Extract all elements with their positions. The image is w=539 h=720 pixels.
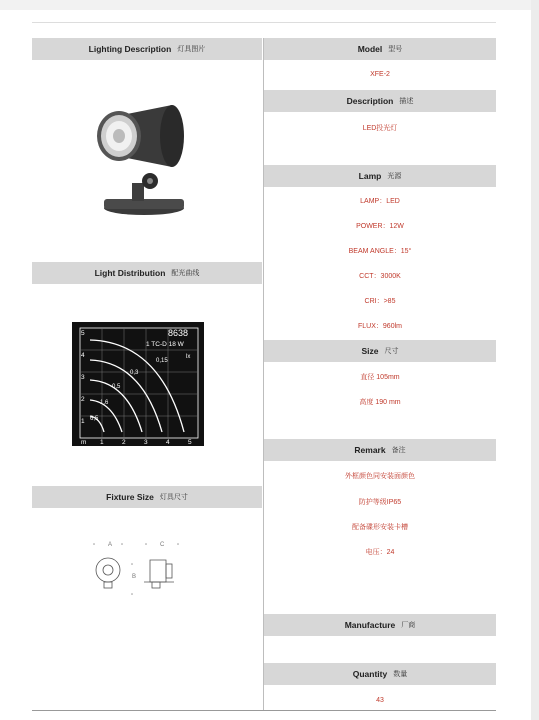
remark-label-cn: 备注 [391,447,406,454]
size-label-cn: 尺寸 [384,348,399,355]
manufacture-header [264,614,496,636]
lamp-header [264,165,496,187]
description-label-cn: 描述 [399,98,414,105]
model-header [264,38,496,60]
chart-code: 8638 [168,328,189,338]
model-label-cn: 型号 [388,46,403,53]
y-tick-label: 5 [81,330,85,337]
fixture-size-label: Fixture Size [106,492,154,502]
light-distribution-label: Light Distribution [94,268,166,278]
chart-lamp-text: 1 TC-D 18 W [146,341,184,348]
size-value: 高度 190 mm [359,399,401,406]
fixture-dimension-drawing [88,538,192,602]
manufacture-label: Manufacture [344,620,396,630]
page-edge-top [0,0,539,10]
fixture-size-header [32,486,262,508]
lighting-description-label: Lighting Description [88,44,172,54]
x-tick-label: 1 [100,439,104,446]
curve-label: 0,3 [130,370,139,376]
quantity-label-cn: 数量 [393,671,408,678]
x-tick-label: 5 [188,439,192,446]
y-tick-label: 1 [81,418,85,425]
lamp-spec: CCT：3000K [359,273,401,280]
x-tick-label: 4 [166,439,170,446]
curve-label: 0,15 [156,358,168,364]
remark-label: Remark [354,445,386,455]
x-tick-label: 2 [122,439,126,446]
page-edge-right [531,0,539,720]
quantity-value: 43 [376,697,384,704]
description-header [264,90,496,112]
y-tick-label: 4 [81,352,85,359]
quantity-label: Quantity [352,669,388,679]
lamp-spec: LAMP：LED [360,198,400,205]
dimension-label-b: B [132,574,137,580]
description-label: Description [346,96,394,106]
lighting-description-header [32,38,262,60]
remark-value: 电压：24 [365,549,395,556]
dimension-label-c: C [160,542,165,548]
dimension-label-a: A [108,542,113,548]
curve-label: 0,5 [112,384,121,390]
remark-header [264,439,496,461]
y-tick-label: 3 [81,374,85,381]
fixture-photo [92,95,197,220]
x-tick-label: 3 [144,439,148,446]
light-distribution-label-cn: 配光曲线 [171,270,200,277]
light-distribution-header [32,262,262,284]
description-value: LED投光灯 [362,125,398,132]
frame-top-rule [32,22,496,23]
lamp-label: Lamp [358,171,382,181]
size-label: Size [361,346,379,356]
manufacture-label-cn: 厂商 [401,622,416,629]
size-header [264,340,496,362]
remark-value: 配备碟形安装卡槽 [352,524,408,531]
lighting-description-label-cn: 灯具图片 [177,46,206,53]
light-distribution-chart [72,322,204,446]
curve-label: 6,5 [90,416,99,422]
lamp-spec: CRI：>85 [364,298,396,305]
fixture-size-label-cn: 灯具尺寸 [159,494,188,501]
lamp-label-cn: 光源 [387,173,402,180]
x-tick-label: m [81,439,87,446]
lamp-spec: POWER：12W [356,223,404,230]
model-label: Model [357,44,383,54]
chart-unit: lx [186,354,191,360]
lamp-spec: BEAM ANGLE：15° [348,248,412,255]
quantity-header [264,663,496,685]
size-value: 直径 105mm [360,374,400,381]
bottom-rule [32,710,496,711]
model-value: XFE-2 [370,71,390,78]
lamp-spec: FLUX：960lm [358,323,402,330]
y-tick-label: 2 [81,396,85,403]
remark-value: 外框颜色同安装面颜色 [345,473,415,480]
curve-label: 1,6 [100,400,109,406]
remark-value: 防护等级IP65 [358,499,402,506]
